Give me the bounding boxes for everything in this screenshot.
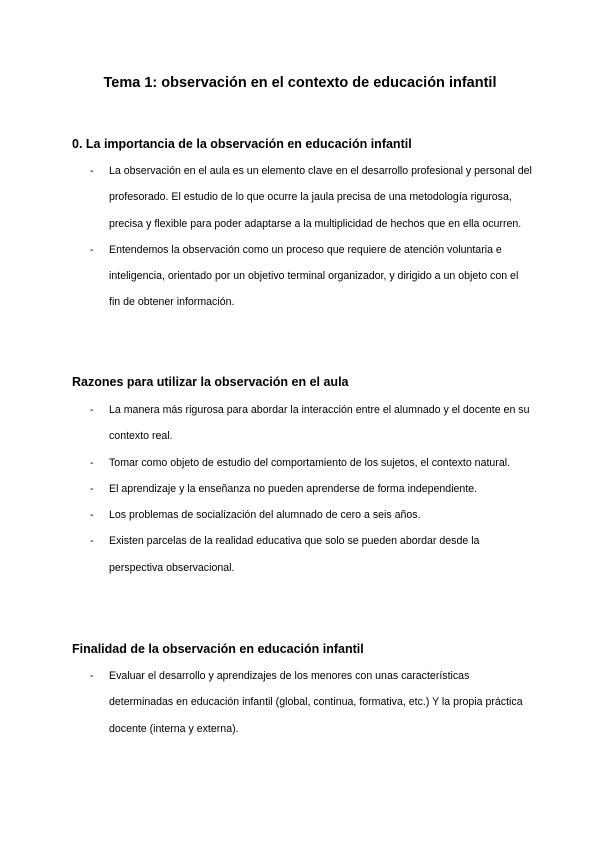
list-item-text: El aprendizaje y la enseñanza no pueden aprenderse de forma independiente. xyxy=(109,482,478,495)
bullet-dash: - xyxy=(90,670,94,682)
list-item xyxy=(72,237,532,316)
list-item xyxy=(72,476,532,502)
bullet-list-finalidad xyxy=(72,663,532,742)
section-heading-razones: Razones para utilizar la observación en el aula xyxy=(72,375,349,389)
list-item-text: Existen parcelas de la realidad educativa que solo se pueden abordar desde la perspectiva observacional. xyxy=(109,535,480,574)
bullet-dash: - xyxy=(90,243,94,256)
bullet-list-razones xyxy=(72,397,532,581)
bullet-dash: - xyxy=(90,404,94,416)
document-title: Tema 1: observación en el contexto de educación infantil xyxy=(103,75,497,91)
list-item-text: Entendemos la observación como un proceso que requiere de atención voluntaria e inteligencia, orientado por un objetivo terminal organizador, y dirigido a un objeto con el fin de obtener información. xyxy=(109,243,519,309)
bullet-dash: - xyxy=(90,165,94,177)
bullet-dash: - xyxy=(90,482,94,495)
list-item xyxy=(72,450,532,476)
bullet-dash: - xyxy=(90,509,94,522)
list-item-text: Tomar como objeto de estudio del comportamiento de los sujetos, el contexto natural. xyxy=(109,456,511,469)
bullet-list-importancia xyxy=(72,158,532,316)
list-item xyxy=(72,158,532,237)
list-item xyxy=(72,502,532,528)
list-item-text: La observación en el aula es un elemento clave en el desarrollo profesional y personal del profesorado. El estudio de lo que ocurre la jaula precisa de una metodología rigurosa, precisa y flexible para poder adaptarse a la multiplicidad de hechos que en ella ocurren. xyxy=(109,165,532,230)
bullet-dash: - xyxy=(90,456,94,469)
list-item-text: Los problemas de socialización del alumnado de cero a seis años. xyxy=(109,509,421,522)
list-item xyxy=(72,528,532,581)
list-item-text: Evaluar el desarrollo y aprendizajes de los menores con unas características determinadas en educación infantil (global, continua, formativa, etc.) Y la propia práctica docente (interna y externa). xyxy=(109,670,523,735)
section-heading-importancia: 0. La importancia de la observación en educación infantil xyxy=(72,137,412,151)
list-item xyxy=(72,397,532,450)
bullet-dash: - xyxy=(90,535,94,548)
list-item xyxy=(72,663,532,742)
list-item-text: La manera más rigurosa para abordar la interacción entre el alumnado y el docente en su contexto real. xyxy=(109,404,530,443)
section-heading-finalidad: Finalidad de la observación en educación infantil xyxy=(72,642,364,656)
